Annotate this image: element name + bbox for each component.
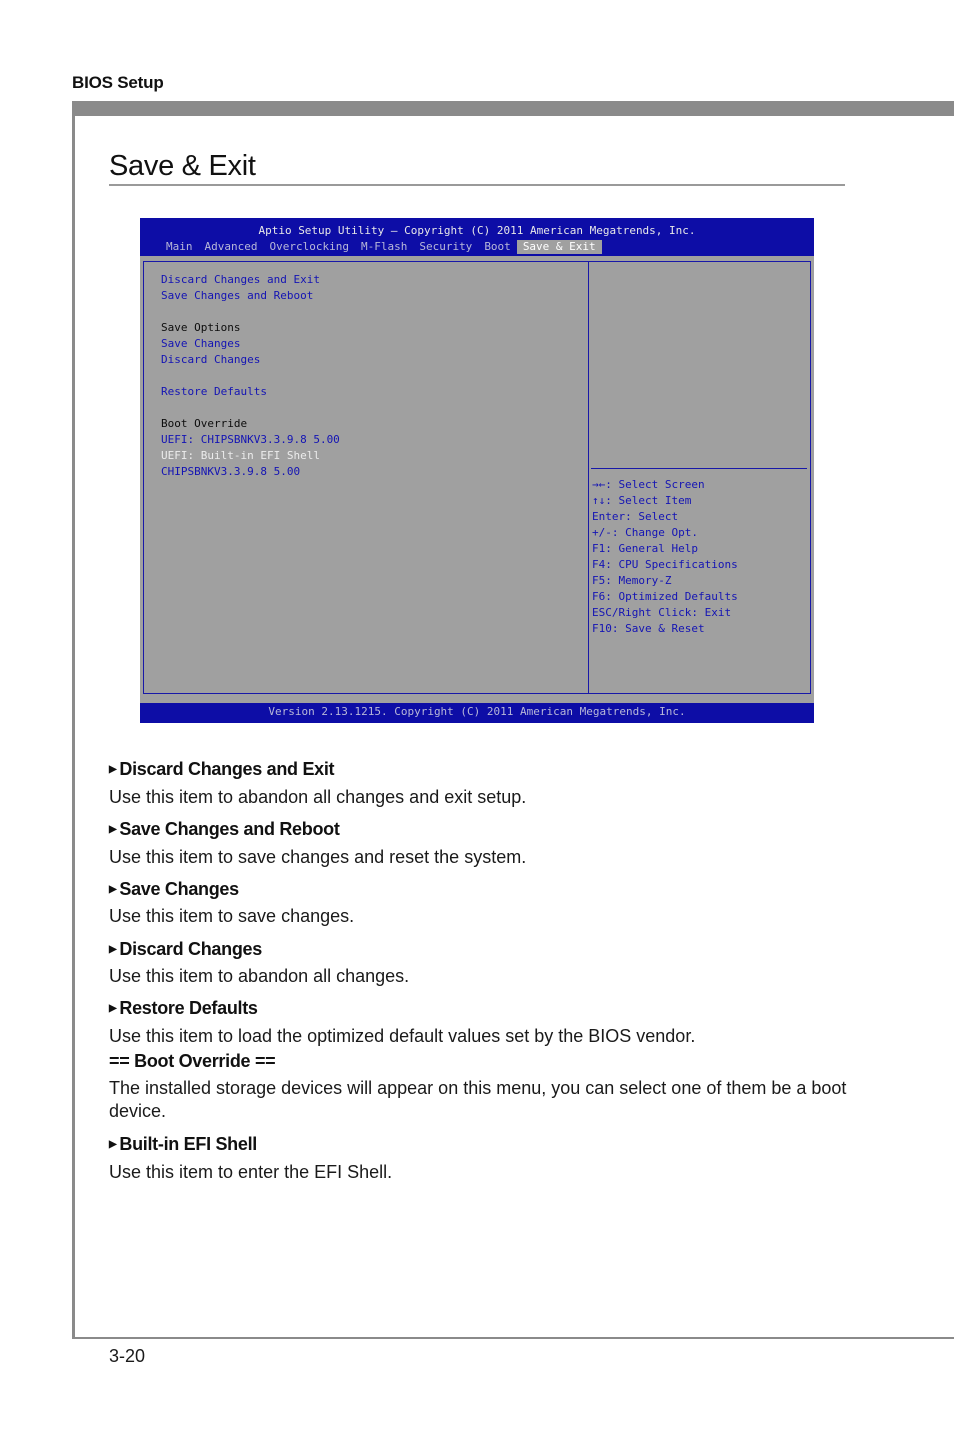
bios-help-line: F4: CPU Specifications — [592, 558, 738, 571]
bios-menu-item[interactable]: UEFI: CHIPSBNKV3.3.9.8 5.00 — [161, 433, 340, 446]
bios-menu-item[interactable]: Restore Defaults — [161, 385, 267, 398]
bios-help-list — [592, 477, 738, 637]
desc-text-efi-shell: Use this item to enter the EFI Shell. — [109, 1162, 393, 1182]
bios-help-line: →←: Select Screen — [592, 478, 705, 491]
desc-text-save-changes: Use this item to save changes. — [109, 906, 355, 926]
bios-title-line: Aptio Setup Utility – Copyright (C) 2011 American Megatrends, Inc. — [258, 224, 696, 237]
desc-text-discard-changes: Use this item to abandon all changes. — [109, 966, 410, 986]
desc-heading-efi-shell: ▶ Built-in EFI Shell — [109, 1134, 257, 1154]
bios-help-line: ESC/Right Click: Exit — [592, 606, 732, 619]
bios-menu-panel — [143, 261, 589, 694]
bios-help-line: F10: Save & Reset — [592, 622, 705, 635]
desc-heading-boot-override: == Boot Override == — [109, 1051, 276, 1071]
bios-tab-bar — [160, 240, 602, 254]
bios-menu-item[interactable]: Discard Changes and Exit — [161, 273, 320, 286]
bios-menu-item[interactable]: UEFI: Built-in EFI Shell — [161, 449, 320, 462]
bios-help-line: +/-: Change Opt. — [592, 526, 698, 539]
bios-body — [140, 256, 814, 703]
left-margin-rule — [72, 101, 75, 1339]
bios-screenshot — [140, 218, 814, 723]
bios-spacer — [161, 400, 340, 416]
bios-tab-boot[interactable]: Boot — [484, 240, 511, 253]
bios-tab-m-flash[interactable]: M-Flash — [360, 240, 408, 253]
section-label: BIOS Setup — [72, 73, 164, 92]
help-divider — [591, 468, 807, 469]
bullet-icon: ▶ — [109, 764, 117, 775]
bios-help-line: ↑↓: Select Item — [592, 494, 692, 507]
bios-menu-item: Boot Override — [161, 417, 248, 430]
bios-menu-item: Save Options — [161, 321, 241, 334]
bios-spacer — [161, 368, 340, 384]
desc-text-save-reboot: Use this item to save changes and reset the system. — [109, 847, 527, 867]
header-bar — [72, 101, 954, 116]
bios-help-panel — [588, 261, 811, 694]
bios-help-line: F6: Optimized Defaults — [592, 590, 738, 603]
bios-menu-item[interactable]: Save Changes and Reboot — [161, 289, 314, 302]
desc-heading-save-reboot: ▶ Save Changes and Reboot — [109, 819, 340, 839]
bottom-rule — [72, 1337, 954, 1339]
page-title: Save & Exit — [109, 150, 256, 182]
bios-menu-item[interactable]: Save Changes — [161, 337, 241, 350]
bios-tab-main[interactable]: Main — [166, 240, 193, 253]
bullet-icon: ▶ — [109, 824, 117, 835]
bios-help-line: Enter: Select — [592, 510, 679, 523]
bullet-icon: ▶ — [109, 884, 117, 895]
bullet-icon: ▶ — [109, 1003, 117, 1014]
desc-text-restore-defaults: Use this item to load the optimized default values set by the BIOS vendor. — [109, 1026, 696, 1046]
bios-footer: Version 2.13.1215. Copyright (C) 2011 American Megatrends, Inc. — [268, 705, 686, 718]
bios-tab-save-exit[interactable]: Save & Exit — [517, 240, 602, 254]
bios-menu-list — [161, 272, 340, 480]
bios-menu-item[interactable]: CHIPSBNKV3.3.9.8 5.00 — [161, 465, 301, 478]
bios-menu-item[interactable]: Discard Changes — [161, 353, 261, 366]
desc-heading-save-changes: ▶ Save Changes — [109, 879, 239, 899]
bios-help-line: F1: General Help — [592, 542, 698, 555]
desc-heading-discard-exit: ▶ Discard Changes and Exit — [109, 759, 335, 779]
bullet-icon: ▶ — [109, 944, 117, 955]
bios-tab-overclocking[interactable]: Overclocking — [269, 240, 349, 253]
bullet-icon: ▶ — [109, 1139, 117, 1150]
bios-tab-security[interactable]: Security — [419, 240, 473, 253]
desc-text-discard-exit: Use this item to abandon all changes and exit setup. — [109, 787, 527, 807]
page-number: 3-20 — [109, 1346, 146, 1366]
desc-text-boot-override: The installed storage devices will appear on this menu, you can select one of them be a boot device. — [109, 1078, 847, 1121]
bios-help-line: F5: Memory-Z — [592, 574, 672, 587]
desc-heading-discard-changes: ▶ Discard Changes — [109, 939, 262, 959]
bios-tab-advanced[interactable]: Advanced — [204, 240, 258, 253]
desc-heading-restore-defaults: ▶ Restore Defaults — [109, 998, 258, 1018]
bios-spacer — [161, 304, 340, 320]
title-underline — [109, 184, 845, 186]
